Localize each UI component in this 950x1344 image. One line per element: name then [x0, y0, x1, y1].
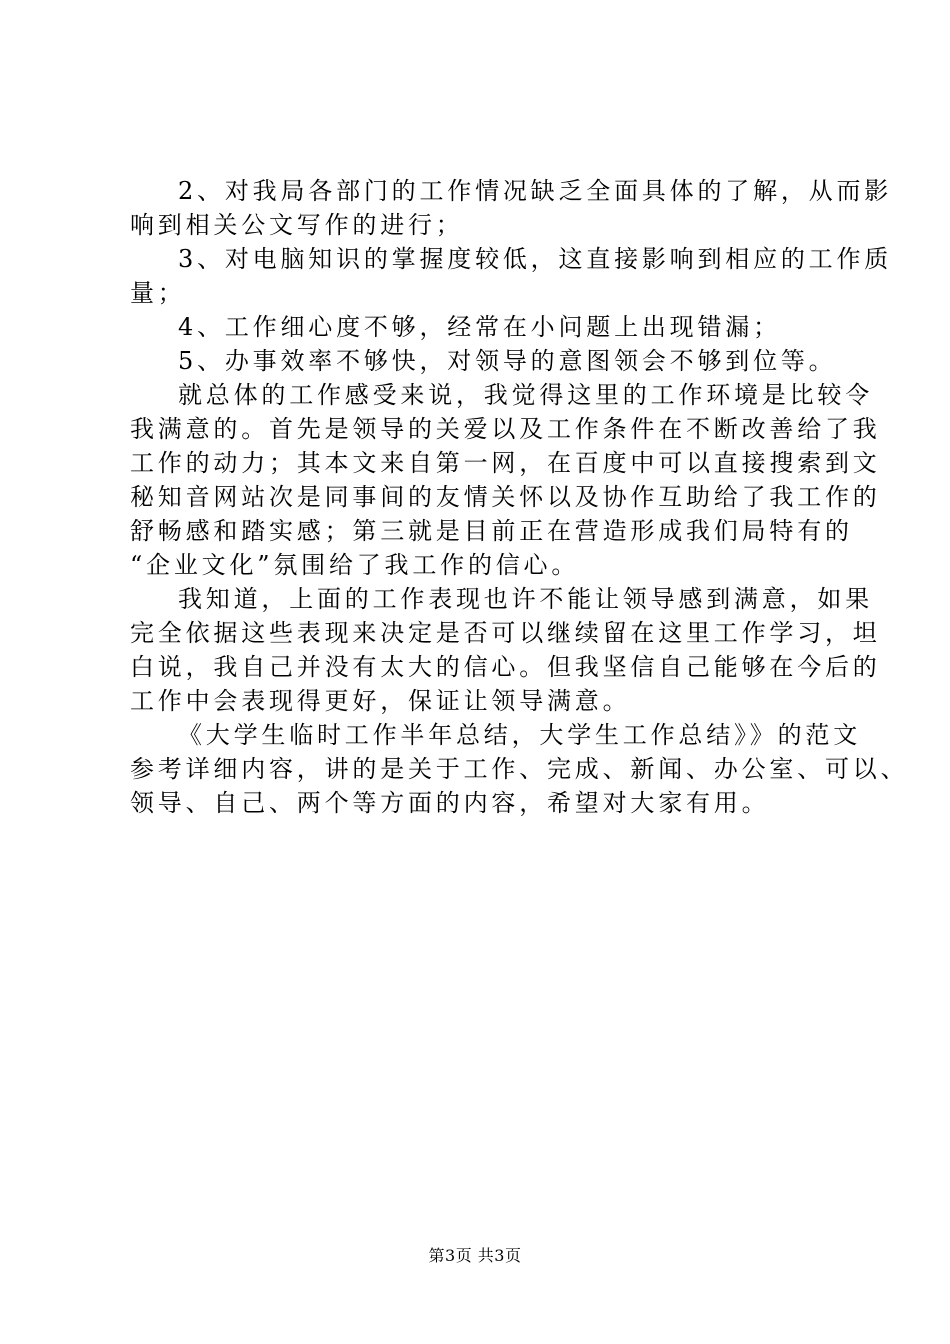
paragraph-line: 就总体的工作感受来说，我觉得这里的工作环境是比较令 — [178, 381, 873, 409]
paragraph-line: 工作中会表现得更好，保证让领导满意。 — [130, 687, 631, 715]
page-number-footer: 第3页 共3页 — [428, 1246, 522, 1265]
paragraph-line: 白说，我自己并没有太大的信心。但我坚信自己能够在今后的 — [130, 653, 881, 681]
paragraph-line: 2、对我局各部门的工作情况缺乏全面具体的了解，从而影 — [178, 177, 893, 205]
paragraph-line: 秘知音网站次是同事间的友情关怀以及协作互助给了我工作的 — [130, 483, 881, 511]
paragraph-line: 领导、自己、两个等方面的内容，希望对大家有用。 — [130, 789, 770, 817]
paragraph-line: 量； — [130, 279, 186, 307]
paragraph-line: 我满意的。首先是领导的关爱以及工作条件在不断改善给了我 — [130, 415, 881, 443]
paragraph-line: 《大学生临时工作半年总结，大学生工作总结》》的范文 — [178, 721, 861, 749]
paragraph-line: 响到相关公文写作的进行； — [130, 211, 464, 239]
paragraph-line: 舒畅感和踏实感；第三就是目前正在营造形成我们局特有的 — [130, 517, 853, 545]
paragraph-line: 3、对电脑知识的掌握度较低，这直接影响到相应的工作质 — [178, 245, 893, 273]
paragraph-line: 参考详细内容，讲的是关于工作、完成、新闻、办公室、可以、 — [130, 755, 909, 783]
document-body — [130, 174, 909, 820]
paragraph-line: 5、办事效率不够快，对领导的意图领会不够到位等。 — [178, 347, 837, 375]
paragraph-line: “企业文化”氛围给了我工作的信心。 — [130, 551, 580, 579]
paragraph-line: 4、工作细心度不够，经常在小问题上出现错漏； — [178, 313, 781, 341]
paragraph-line: 我知道，上面的工作表现也许不能让领导感到满意，如果 — [178, 585, 873, 613]
paragraph-line: 工作的动力；其本文来自第一网，在百度中可以直接搜索到文 — [130, 449, 881, 477]
paragraph-line: 完全依据这些表现来决定是否可以继续留在这里工作学习，坦 — [130, 619, 881, 647]
